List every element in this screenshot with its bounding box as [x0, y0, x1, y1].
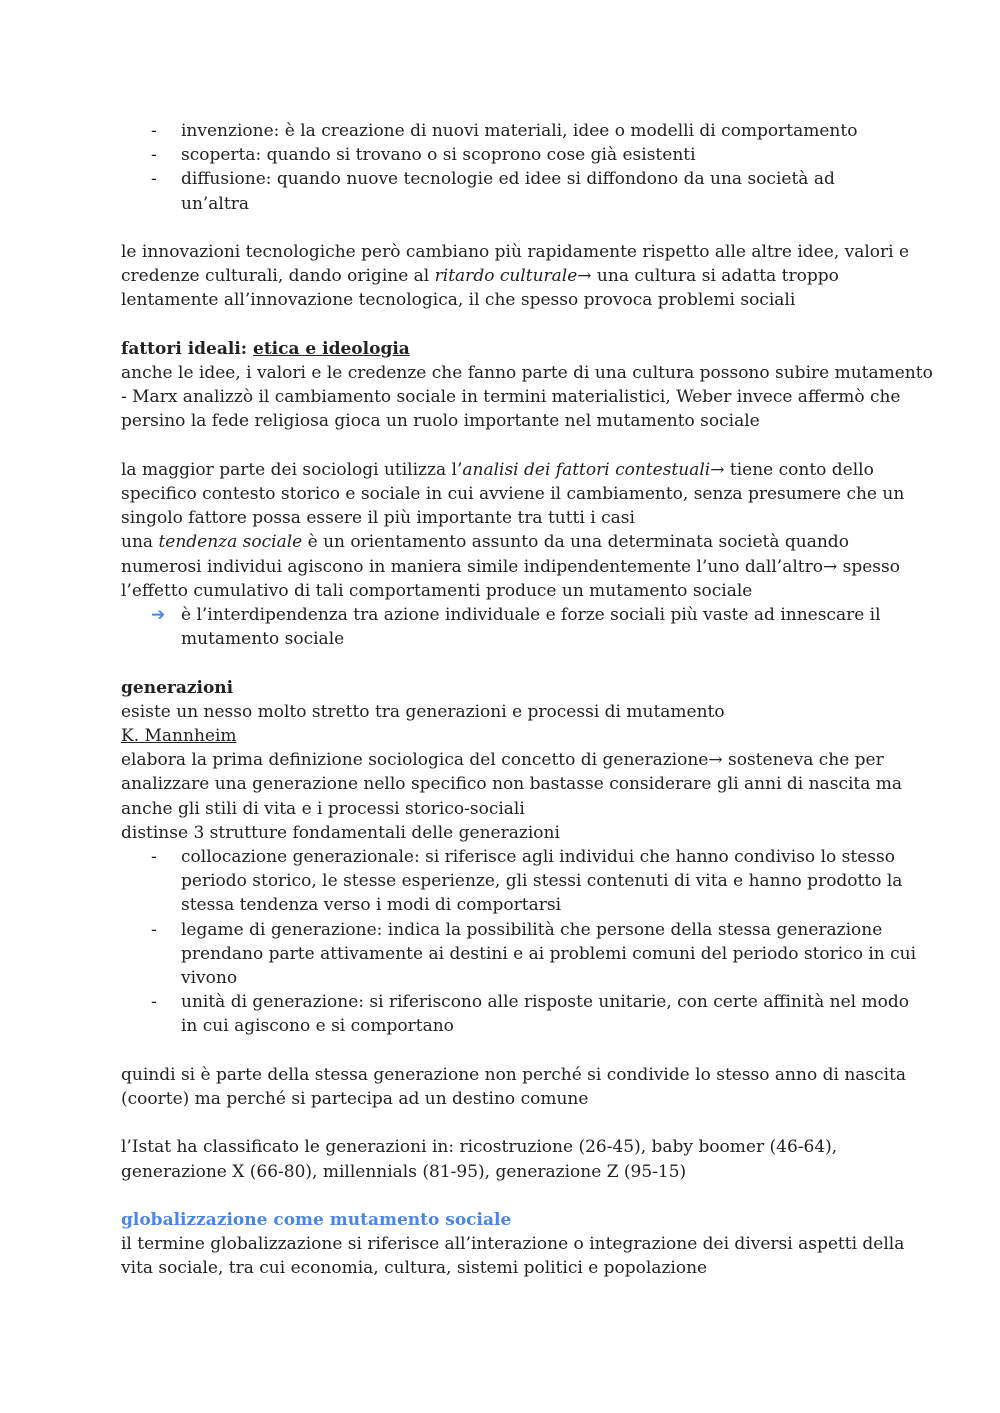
dash-marker: - — [151, 847, 157, 868]
list-item: - scoperta: quando si trovano o si scoprono cose già esistenti — [121, 143, 881, 167]
document-page — [121, 119, 933, 1281]
list-item: - unità di generazione: si riferiscono alle risposte unitarie, con certe affinità nel modo in cui agiscono e si comportano — [151, 992, 909, 1037]
list-item: - diffusione: quando nuove tecnologie ed idee si diffondono da una società ad un’altra — [151, 169, 835, 214]
section-globalizzazione: globalizzazione come mutamento sociale il termine globalizzazione si riferisce all’interazione o integrazione dei diversi aspetti della vita sociale, tra cui economia, cultura, sistemi politici e popolazione — [121, 1210, 905, 1279]
author-name: K. Mannheim — [121, 726, 237, 747]
section-heading: fattori ideali: etica e ideologia — [121, 338, 410, 359]
list-item: - collocazione generazionale: si riferisce agli individui che hanno condiviso lo stesso periodo storico, le stesse esperienze, gli stessi contenuti di vita e hanno prodotto la stessa tendenza verso i modi di comportarsi — [151, 847, 903, 916]
list-item: - invenzione: è la creazione di nuovi materiali, idee o modelli di comportamento — [121, 119, 881, 143]
dash-marker: - — [151, 919, 157, 940]
dash-marker: - — [151, 145, 157, 166]
section-fattori-ideali: fattori ideali: etica e ideologia anche le idee, i valori e le credenze che fanno parte di una cultura possono subire mutamento - Marx analizzò il cambiamento sociale in termini materialistici, Weber invece affermò che persino la fede religiosa gioca un ruolo importante nel mutamento sociale — [121, 338, 933, 432]
paragraph-fattori-contestuali: la maggior parte dei sociologi utilizza l’analisi dei fattori contestuali→ tiene conto dello specifico contesto storico e sociale in cui avviene il cambiamento, senza presumere che un singolo fattore possa essere il più importante tra tutti i casi una tendenza sociale è un orientamento assunto da una determinata società quando numerosi individui agiscono in maniera simile indipendentemente l’uno dall’altro→ spesso l’effetto cumulativo di tali comportamenti produce un mutamento sociale ➔ è l’interdipendenza tra azione individuale e forze sociali più vaste ad innescare il mutamento sociale — [121, 458, 881, 652]
list-item: - legame di generazione: indica la possibilità che persone della stessa generazione prendano parte attivamente ai destini e ai problemi comuni del periodo storico in cui vivono — [151, 919, 917, 989]
section-generazioni: generazioni esiste un nesso molto stretto tra generazioni e processi di mutamento K. Mannheim elabora la prima definizione sociologica del concetto di generazione→ sosteneva che per analizzare una generazione nello specifico non bastasse considerare gli anni di nascita ma anche gli stili di vita e i processi storico-sociali distinse 3 strutture fondamentali delle generazioni - collocazione generazionale: si riferisce agli individui che hanno condiviso lo stesso periodo storico, le stesse esperienze, gli stessi contenuti di vita e hanno prodotto la stessa tendenza verso i modi di comportarsi - legame di generazione: indica la possibilità che persone della stessa generazione prendano parte attivamente ai destini e ai problemi comuni del periodo storico in cui vivono - unità di generazione: si riferiscono alle risposte unitarie, con certe affinità nel modo in cui agiscono e si comportano quindi si è parte della stessa generazione non perché si condivide lo stesso anno di nascita (coorte) ma perché si partecipa ad un destino comune l’Istat ha classificato le generazioni in: ricostruzione (26-45), baby boomer (46-64), generazione X (66-80), millennials (81-95), generazione Z (95-15) — [121, 677, 917, 1182]
arrow-list — [121, 603, 881, 651]
arrow-right-icon: ➔ — [151, 605, 166, 626]
innovation-types-list — [121, 119, 881, 216]
section-heading: generazioni — [121, 677, 234, 698]
section-heading: globalizzazione come mutamento sociale — [121, 1210, 512, 1231]
dash-marker: - — [151, 992, 157, 1013]
list-item: ➔ è l’interdipendenza tra azione individuale e forze sociali più vaste ad innescare il mutamento sociale — [151, 605, 881, 650]
generation-structures-list — [121, 845, 917, 1039]
dash-marker: - — [151, 121, 157, 141]
dash-marker: - — [151, 169, 157, 190]
paragraph-ritardo-culturale: le innovazioni tecnologiche però cambiano più rapidamente rispetto alle altre idee, valori e credenze culturali, dando origine al ritardo culturale→ una cultura si adatta troppo lentamente all’innovazione tecnologica, il che spesso provoca problemi sociali — [121, 242, 910, 311]
